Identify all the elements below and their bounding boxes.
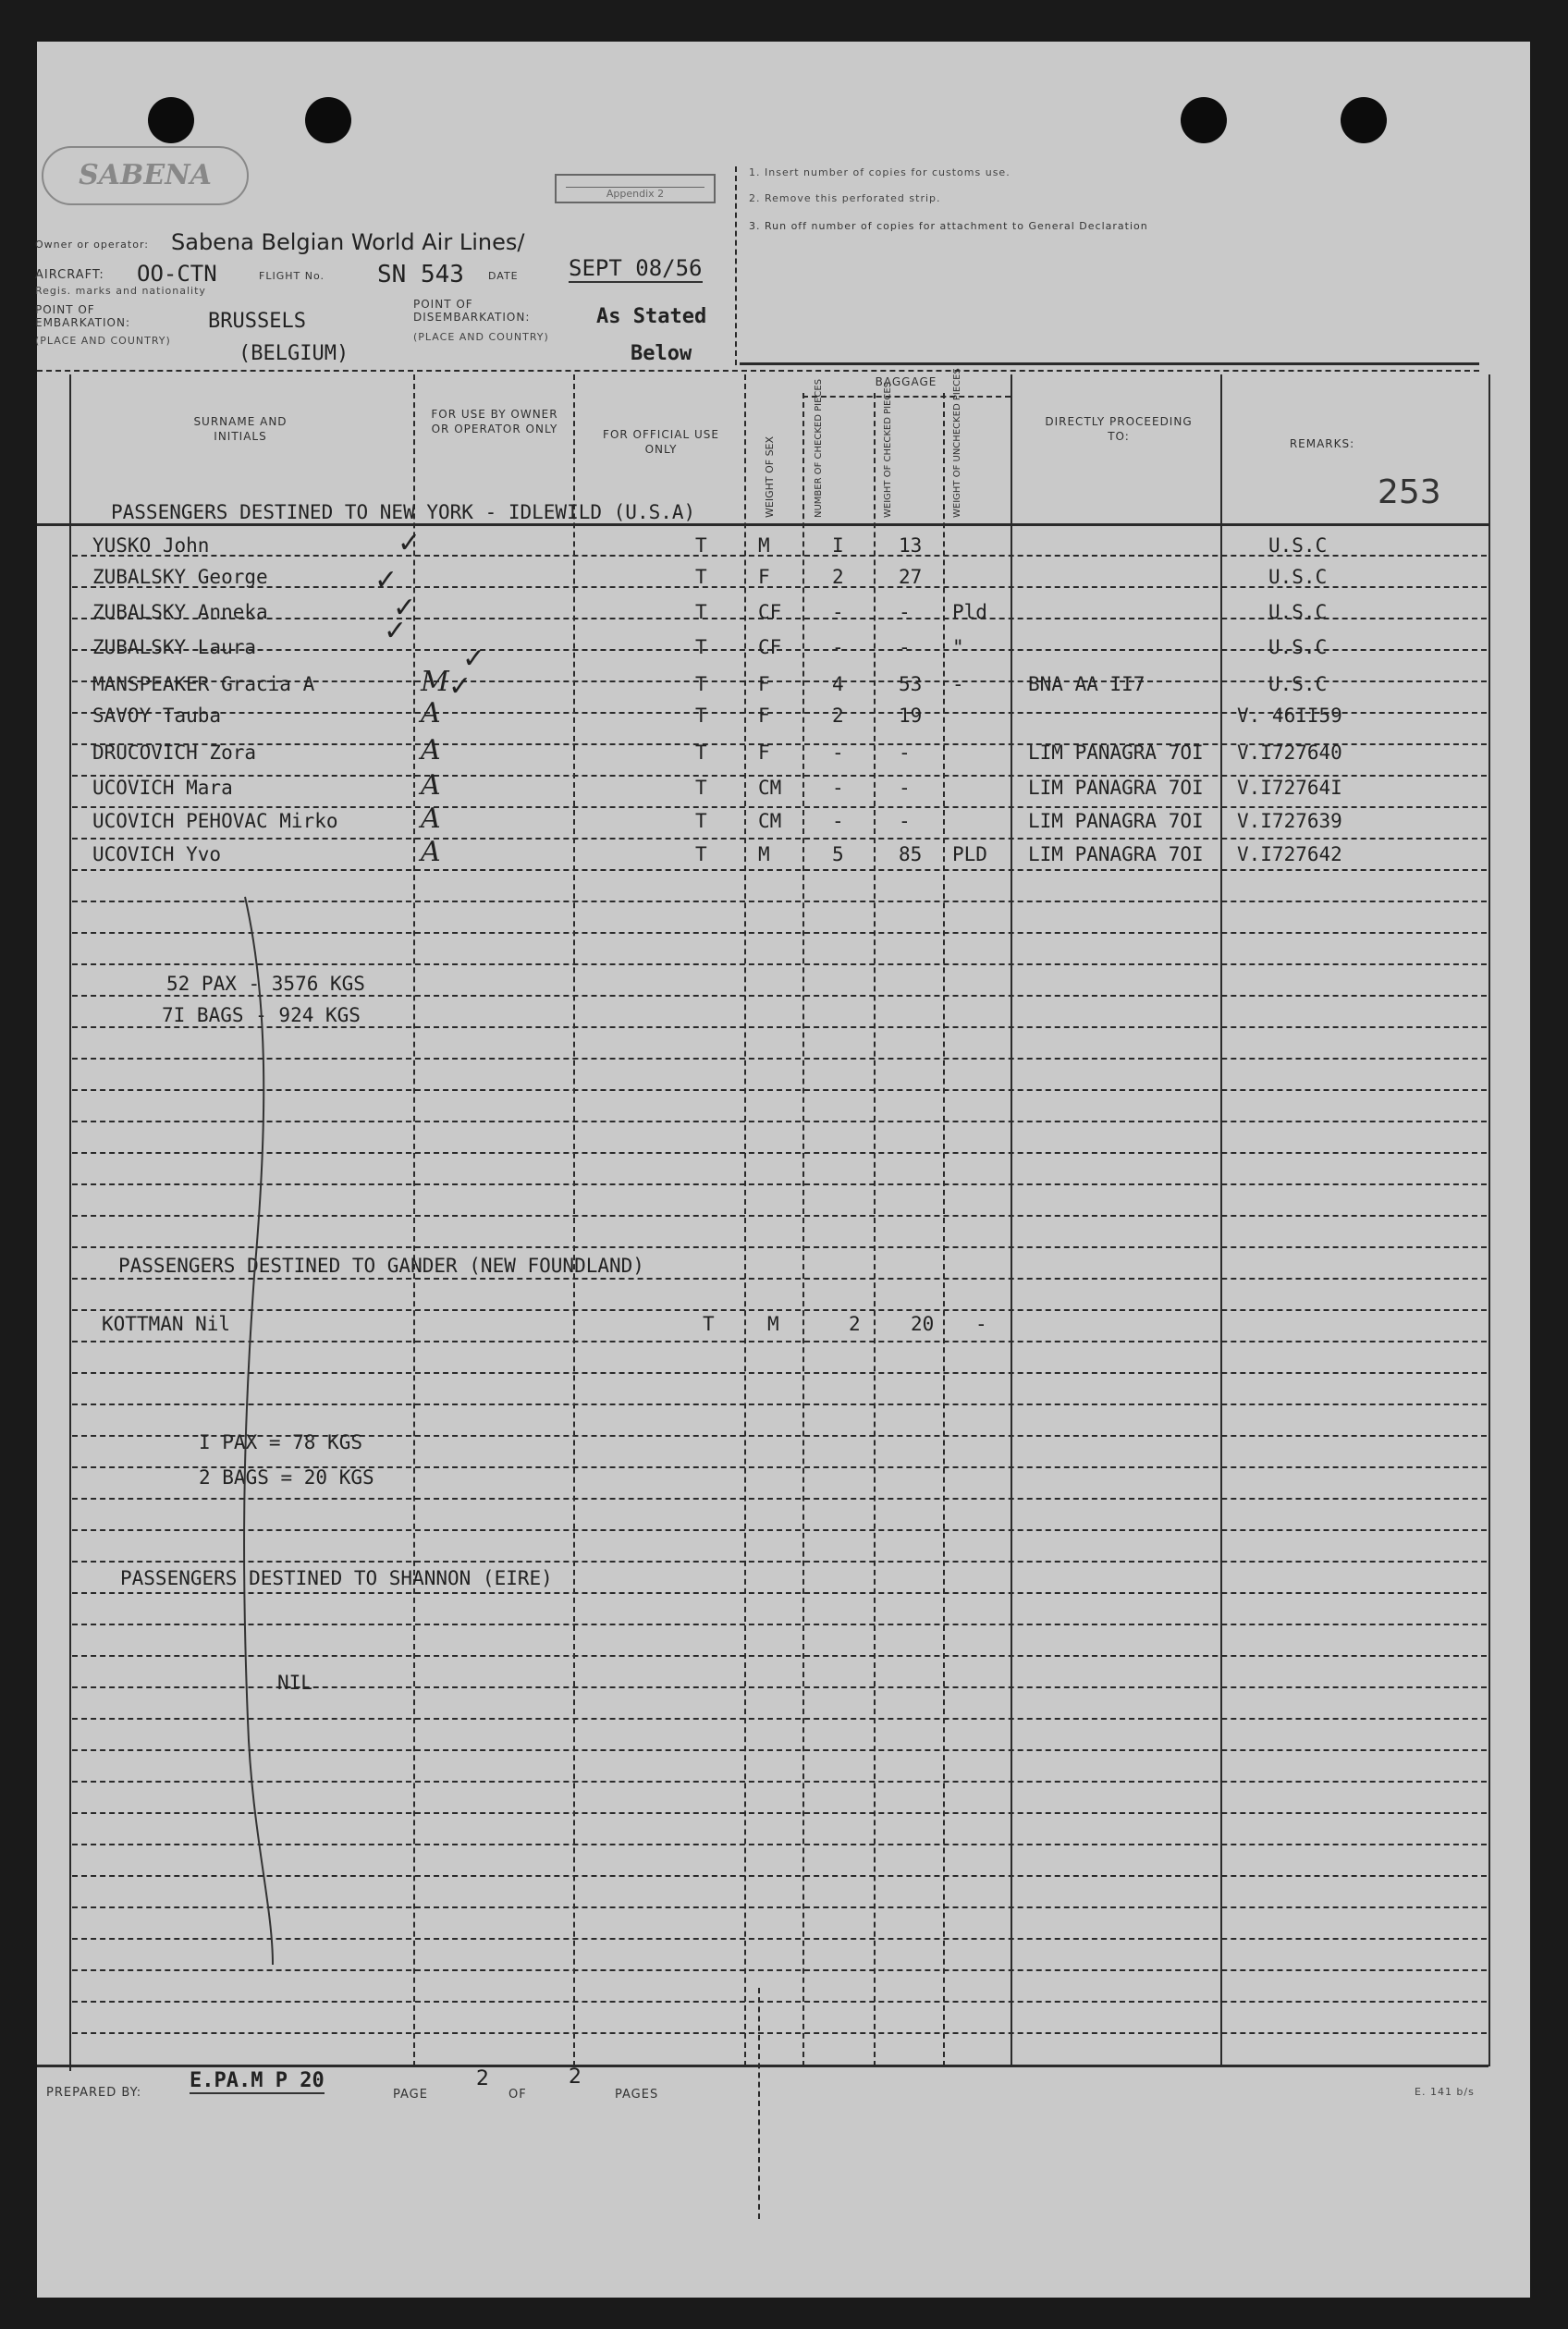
logo-text: SABENA <box>79 159 212 191</box>
date-label: DATE <box>488 270 519 282</box>
sex-code: M <box>767 1313 779 1335</box>
official-use: T <box>695 810 707 832</box>
section-title-gander: PASSENGERS DESTINED TO GANDER (NEW FOUNDLAND) <box>118 1255 644 1277</box>
perforation-line <box>758 1988 760 2219</box>
ruled-line <box>72 2032 1487 2034</box>
owner-mark: A <box>421 734 441 766</box>
total-pax-gander: I PAX = 78 KGS <box>199 1431 363 1453</box>
remarks: U.S.C <box>1268 601 1328 623</box>
official-use: T <box>695 777 707 799</box>
passenger-name: MANSPEAKER Gracia A <box>92 673 315 695</box>
unchecked-weight: - <box>975 1313 987 1335</box>
table-top-rule-2 <box>37 370 1479 372</box>
disembark-sub: (PLACE AND COUNTRY) <box>413 331 549 343</box>
instruction-2: 2. Remove this perforated strip. <box>749 192 941 204</box>
footer-rule <box>37 2065 1488 2067</box>
checkmark-icon: ✓ <box>393 592 417 624</box>
col-header-official: FOR OFFICIAL USE ONLY <box>603 428 719 456</box>
checked-weight: 19 <box>899 705 923 727</box>
sex-code: CF <box>758 601 782 623</box>
ruled-line <box>72 838 1487 840</box>
total-bags-gander: 2 BAGS = 20 KGS <box>199 1466 374 1489</box>
official-use: T <box>695 673 707 695</box>
owner-mark: A <box>421 769 441 802</box>
punch-hole <box>1341 97 1387 143</box>
unchecked-weight: - <box>952 673 964 695</box>
col-divider <box>69 374 71 2071</box>
official-use: T <box>695 566 707 588</box>
checked-weight: 85 <box>899 843 923 865</box>
official-use: T <box>695 601 707 623</box>
checked-weight: - <box>899 777 911 799</box>
unchecked-weight: " <box>952 636 964 658</box>
form-code: E. 141 b/s <box>1415 2086 1475 2098</box>
col-divider <box>943 393 945 2066</box>
punch-hole <box>148 97 194 143</box>
ruled-line <box>72 869 1487 871</box>
baggage-rule <box>802 396 1011 398</box>
operator-label: Owner or operator: <box>35 239 149 251</box>
embark-value-country: (BELGIUM) <box>239 342 349 365</box>
passenger-name: ZUBALSKY George <box>92 566 268 588</box>
date-value: SEPT 08/56 <box>569 255 703 281</box>
col-header-wt-unchecked: WEIGHT OF UNCHECKED PIECES <box>952 368 962 518</box>
col-divider <box>1488 374 1490 2066</box>
unchecked-weight: PLD <box>952 843 987 865</box>
official-use: T <box>703 1313 715 1335</box>
proceeding-to: LIM PANAGRA 7OI <box>1028 742 1204 764</box>
sex-code: F <box>758 742 770 764</box>
official-use: T <box>695 742 707 764</box>
checkmark-icon: ✓ <box>384 615 408 647</box>
checked-count: - <box>832 601 844 623</box>
shannon-nil: NIL <box>277 1672 312 1694</box>
remarks: V. 46II59 <box>1237 705 1342 727</box>
unchecked-weight: Pld <box>952 601 987 623</box>
remarks: U.S.C <box>1268 636 1328 658</box>
checked-count: - <box>832 777 844 799</box>
aircraft-label: AIRCRAFT: <box>35 268 104 282</box>
checked-weight: - <box>899 601 911 623</box>
checked-weight: - <box>899 810 911 832</box>
checked-weight: 53 <box>899 673 923 695</box>
embark-label: POINT OF EMBARKATION: <box>35 303 130 329</box>
remarks: V.I727640 <box>1237 742 1342 764</box>
punch-hole <box>305 97 351 143</box>
official-use: T <box>695 705 707 727</box>
instruction-3: 3. Run off number of copies for attachment to General Declaration <box>749 220 1148 232</box>
passenger-name: SAVOY Tauba <box>92 705 222 727</box>
ruled-line <box>72 2001 1487 2003</box>
sex-code: M <box>758 534 770 557</box>
passenger-name: DRUCOVICH Zora <box>92 742 257 764</box>
remarks: V.I72764I <box>1237 777 1342 799</box>
col-header-num-checked: NUMBER OF CHECKED PIECES <box>814 378 824 518</box>
passenger-name: ZUBALSKY Laura <box>92 636 257 658</box>
remarks: U.S.C <box>1268 534 1328 557</box>
col-header-baggage: BAGGAGE <box>875 375 937 388</box>
passenger-name: KOTTMAN Nil <box>102 1313 231 1335</box>
checked-count: - <box>832 742 844 764</box>
checked-count: 5 <box>832 843 844 865</box>
owner-mark: A <box>421 697 441 729</box>
embark-sub: (PLACE AND COUNTRY) <box>35 335 171 347</box>
sex-code: CF <box>758 636 782 658</box>
checked-count: - <box>832 810 844 832</box>
header-bottom-rule <box>37 523 1488 526</box>
prepared-value: E.PA.M P 20 <box>190 2069 325 2092</box>
aircraft-sub: Regis. marks and nationality <box>35 285 206 297</box>
passenger-name: YUSKO John <box>92 534 210 557</box>
checked-count: I <box>832 534 844 557</box>
disembark-value-2: Below <box>631 342 692 365</box>
total-bags-new-york: 7I BAGS - 924 KGS <box>162 1004 361 1026</box>
checkmark-icon: ✓ <box>462 643 486 675</box>
official-use: T <box>695 636 707 658</box>
checked-count: 2 <box>832 705 844 727</box>
flight-value: SN 543 <box>377 261 464 288</box>
checked-count: 2 <box>849 1313 861 1335</box>
ruled-line <box>72 1969 1487 1971</box>
punch-hole <box>1181 97 1227 143</box>
col-header-surname: SURNAME AND INITIALS <box>193 415 288 443</box>
page-number-handwritten: 253 <box>1378 473 1441 511</box>
checked-weight: - <box>899 636 911 658</box>
passenger-name: UCOVICH Mara <box>92 777 233 799</box>
disembark-value: As Stated <box>596 305 707 328</box>
checked-count: 4 <box>832 673 844 695</box>
table-top-rule <box>740 362 1479 365</box>
sex-code: M <box>758 843 770 865</box>
flight-label: FLIGHT No. <box>259 270 325 282</box>
owner-mark: A <box>421 803 441 835</box>
checkmark-icon: ✓ <box>374 564 398 596</box>
appendix-stamp <box>555 174 716 203</box>
checked-weight: 20 <box>911 1313 935 1335</box>
owner-mark: M <box>421 666 449 698</box>
checked-weight: 27 <box>899 566 923 588</box>
sex-code: F <box>758 566 770 588</box>
prepared-label: PREPARED BY: <box>46 2086 142 2100</box>
proceeding-to: LIM PANAGRA 7OI <box>1028 777 1204 799</box>
embark-value: BRUSSELS <box>208 310 306 333</box>
official-use: T <box>695 534 707 557</box>
owner-mark: A <box>421 836 441 868</box>
proceeding-to: BNA AA II7 <box>1028 673 1145 695</box>
of-value: 2 <box>569 2065 582 2089</box>
airline-logo <box>42 146 249 205</box>
checked-count: - <box>832 636 844 658</box>
perforation-line <box>735 166 737 365</box>
instruction-1: 1. Insert number of copies for customs use. <box>749 166 1011 178</box>
col-header-wt-checked: WEIGHT OF CHECKED PIECES <box>883 381 893 518</box>
page-label: PAGE <box>393 2088 428 2102</box>
sex-code: CM <box>758 810 782 832</box>
operator-value: Sabena Belgian World Air Lines/ <box>171 229 525 255</box>
ruled-line <box>72 806 1487 808</box>
section-title-shannon: PASSENGERS DESTINED TO SHANNON (EIRE) <box>120 1567 553 1589</box>
disembark-label: POINT OF DISEMBARKATION: <box>413 298 531 324</box>
col-header-weight-sex: WEIGHT OF SEX <box>764 435 776 518</box>
total-pax-new-york: 52 PAX - 3576 KGS <box>166 973 365 995</box>
sex-code: CM <box>758 777 782 799</box>
remarks: U.S.C <box>1268 566 1328 588</box>
col-header-directly: DIRECTLY PROCEEDING TO: <box>1045 415 1193 443</box>
sex-code: F <box>758 673 770 695</box>
col-divider <box>802 393 804 2066</box>
checked-weight: - <box>899 742 911 764</box>
checkmark-icon: ✓ <box>398 527 422 559</box>
aircraft-value: OO-CTN <box>137 261 217 287</box>
remarks: U.S.C <box>1268 673 1328 695</box>
passenger-name: UCOVICH PEHOVAC Mirko <box>92 810 338 832</box>
col-divider <box>874 393 876 2066</box>
proceeding-to: LIM PANAGRA 7OI <box>1028 843 1204 865</box>
col-header-remarks: REMARKS: <box>1289 437 1355 450</box>
passenger-name: ZUBALSKY Anneka <box>92 601 268 623</box>
passenger-name: UCOVICH Yvo <box>92 843 222 865</box>
handwritten-bracket-line <box>231 888 287 1969</box>
checked-count: 2 <box>832 566 844 588</box>
sex-code: F <box>758 705 770 727</box>
proceeding-to: LIM PANAGRA 7OI <box>1028 810 1204 832</box>
page-value: 2 <box>476 2067 489 2090</box>
checkmark-icon: ✓ <box>448 670 472 703</box>
remarks: V.I727639 <box>1237 810 1342 832</box>
stamp-text: Appendix 2 <box>606 188 665 200</box>
remarks: V.I727642 <box>1237 843 1342 865</box>
col-header-owner: FOR USE BY OWNER OR OPERATOR ONLY <box>431 408 558 435</box>
official-use: T <box>695 843 707 865</box>
of-label: OF <box>508 2088 527 2102</box>
checked-weight: 13 <box>899 534 923 557</box>
pages-label: PAGES <box>615 2088 659 2102</box>
section-title-new-york: PASSENGERS DESTINED TO NEW YORK - IDLEWILD (U.S.A) <box>111 501 696 523</box>
